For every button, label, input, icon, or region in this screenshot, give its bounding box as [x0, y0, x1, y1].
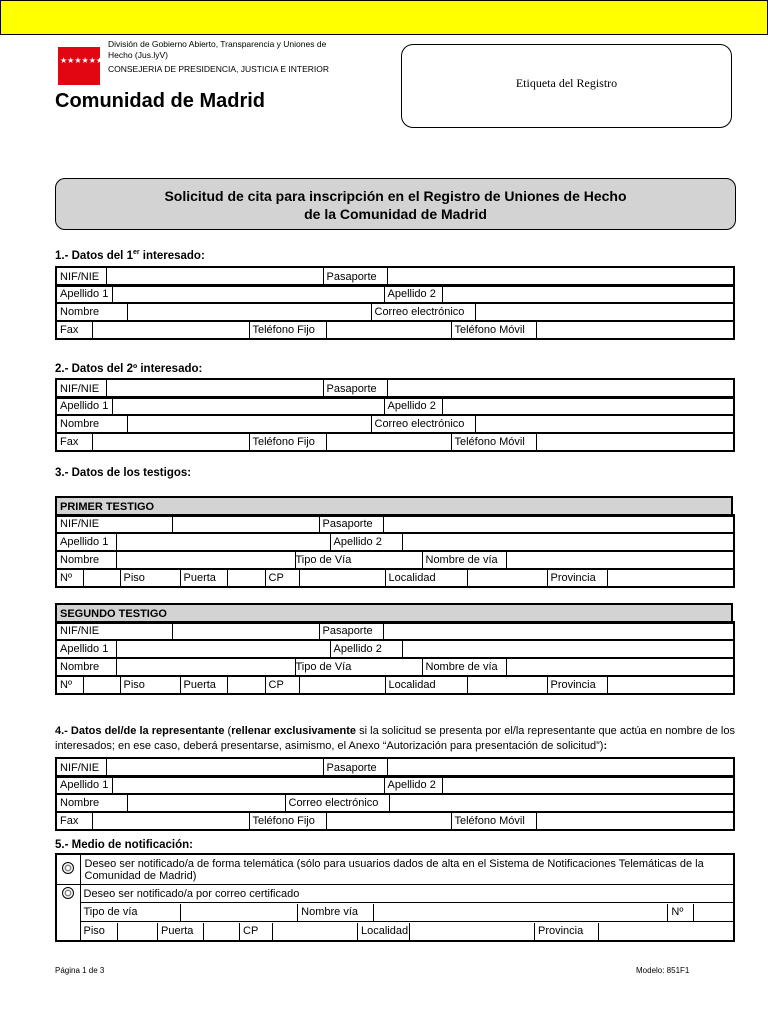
representante-row-d [55, 811, 735, 831]
radio-correo[interactable] [62, 887, 74, 899]
num-field[interactable] [694, 904, 733, 921]
label: Nombre vía [298, 904, 374, 921]
form-title-line2: de la Comunidad de Madrid [304, 206, 487, 222]
address-row-2 [81, 923, 735, 940]
label: Nº [56, 676, 83, 695]
apellido2-field[interactable] [402, 533, 734, 552]
cp-field[interactable] [299, 676, 385, 695]
label: NIF/NIE [56, 622, 172, 641]
tel-fijo-field[interactable] [326, 812, 451, 831]
tel-movil-field[interactable] [536, 812, 734, 831]
section-5-heading: 5.- Medio de notificación: [55, 839, 194, 851]
tel-movil-field[interactable] [536, 321, 734, 340]
model-number: Modelo: 851F1 [636, 966, 690, 975]
label: Puerta [180, 676, 227, 695]
testigo-1-row-c [55, 550, 735, 570]
section-1-text-end: interesado: [139, 249, 205, 262]
label: CP [265, 676, 299, 695]
label: Teléfono Móvil [451, 433, 536, 452]
section-4-heading [55, 724, 735, 754]
section-4-bold: rellenar exclusivamente [231, 725, 357, 737]
interesado-1-table-c [55, 302, 735, 322]
label: Tipo de Vía [295, 658, 422, 677]
label: Apellido 1 [56, 533, 116, 552]
nombre-field[interactable] [116, 551, 295, 570]
label: Nombre [56, 551, 116, 570]
label: Localidad [385, 569, 467, 588]
radio-telematica[interactable] [62, 862, 74, 874]
form-title-line1: Solicitud de cita para inscripción en el Registro de Uniones de Hecho [164, 188, 627, 204]
label: Pasaporte [319, 515, 383, 534]
label: Nombre [56, 658, 116, 677]
label: Piso [120, 569, 180, 588]
label: Nombre [56, 415, 127, 434]
label: NIF/NIE [56, 267, 106, 286]
apellido1-field[interactable] [116, 640, 330, 659]
label: Tipo de vía [81, 904, 181, 921]
nif-field[interactable] [172, 515, 319, 534]
madrid-logo [58, 47, 111, 85]
puerta-field[interactable] [227, 569, 265, 588]
num-field[interactable] [83, 676, 120, 695]
label: Pasaporte [323, 267, 387, 286]
testigo-1-row-d [55, 568, 735, 588]
label: Localidad [385, 676, 467, 695]
section-3-heading: 3.- Datos de los testigos: [55, 467, 192, 479]
apellido1-field[interactable] [112, 285, 384, 304]
consejeria-line: CONSEJERIA DE PRESIDENCIA, JUSTICIA E INTERIOR [108, 64, 330, 74]
label: Nombre de vía [422, 551, 506, 570]
option1-cell[interactable] [56, 854, 80, 885]
testigo-2-row-a [55, 621, 735, 641]
apellido1-field[interactable] [116, 533, 330, 552]
form-title [55, 178, 736, 230]
address-row-1 [81, 904, 734, 921]
num-field[interactable] [83, 569, 120, 588]
page-number: Página 1 de 3 [55, 966, 105, 975]
provincia-field[interactable] [607, 569, 734, 588]
label: Puerta [158, 923, 204, 940]
tel-movil-field[interactable] [536, 433, 734, 452]
label: CP [240, 923, 273, 940]
label: Teléfono Móvil [451, 321, 536, 340]
logo-stars: ★★★★★★★ [60, 56, 111, 65]
section-1-sup: er [132, 249, 140, 256]
section-4-text: si la solicitud se presenta por el/la representante que actúa en nombre de los interesados; en ese caso, deberá presentarse, asimismo, el Anexo “Autorización para presentación de solicitud”) [55, 725, 735, 752]
interesado-1-table-b [55, 284, 735, 304]
label: Apellido 2 [384, 397, 442, 416]
cp-field[interactable] [299, 569, 385, 588]
label: Teléfono Fijo [249, 321, 326, 340]
interesado-1-table-d [55, 320, 735, 340]
brand-name: Comunidad de Madrid [55, 90, 265, 112]
puerta-field[interactable] [204, 923, 240, 940]
testigo-2-row-b [55, 639, 735, 659]
label: Fax [56, 812, 92, 831]
correo-field[interactable] [475, 415, 734, 434]
label: Correo electrónico [371, 303, 475, 322]
fax-field[interactable] [92, 321, 249, 340]
section-4-colon: : [603, 740, 608, 752]
tipo-via-field[interactable] [181, 904, 298, 921]
label: Nº [668, 904, 694, 921]
apellido2-field[interactable] [442, 397, 734, 416]
fax-field[interactable] [92, 812, 249, 831]
option1-text: Deseo ser notificado/a de forma telemática (sólo para usuarios dados de alta en el Sistema de Notificaciones Telemáticas de la Comunidad de Madrid) [80, 854, 734, 885]
correo-field[interactable] [475, 303, 734, 322]
pasaporte-field[interactable] [383, 515, 734, 534]
apellido1-field[interactable] [112, 776, 384, 795]
testigo-2-row-c [55, 657, 735, 677]
address-row-1-cell [80, 903, 734, 922]
option2-text: Deseo ser notificado/a por correo certificado [80, 885, 734, 903]
testigo-1-row-a [55, 514, 735, 534]
label: NIF/NIE [56, 515, 172, 534]
piso-field[interactable] [118, 923, 158, 940]
label: Provincia [535, 923, 599, 940]
label: Apellido 2 [384, 776, 442, 795]
section-4-open: ( [224, 725, 232, 737]
label: Tipo de Vía [295, 551, 422, 570]
pasaporte-field[interactable] [383, 622, 734, 641]
section-2-heading: 2.- Datos del 2º interesado: [55, 363, 203, 375]
label: Teléfono Fijo [249, 433, 326, 452]
nombre-field[interactable] [127, 303, 371, 322]
apellido1-field[interactable] [112, 397, 384, 416]
localidad-field[interactable] [410, 923, 535, 940]
tel-fijo-field[interactable] [326, 433, 451, 452]
representante-row-b [55, 775, 735, 795]
apellido2-field[interactable] [442, 776, 734, 795]
fax-field[interactable] [92, 433, 249, 452]
interesado-2-table-d [55, 432, 735, 452]
tel-fijo-field[interactable] [326, 321, 451, 340]
registry-label-text: Etiqueta del Registro [515, 76, 618, 90]
label: Apellido 1 [56, 397, 112, 416]
label: Fax [56, 321, 92, 340]
label: Teléfono Móvil [451, 812, 536, 831]
option2-cell[interactable] [56, 885, 80, 942]
nif-field[interactable] [172, 622, 319, 641]
testigo-1-heading: PRIMER TESTIGO [56, 497, 732, 516]
label: Pasaporte [323, 379, 387, 398]
label: Apellido 1 [56, 640, 116, 659]
representante-row-c [55, 793, 735, 813]
puerta-field[interactable] [227, 676, 265, 695]
nombre-field[interactable] [127, 794, 285, 813]
label: Nº [56, 569, 83, 588]
nombre-via-field[interactable] [506, 658, 734, 677]
label: Correo electrónico [371, 415, 475, 434]
section-1-heading [55, 249, 205, 262]
yellow-banner [0, 0, 768, 35]
label: CP [265, 569, 299, 588]
apellido2-field[interactable] [402, 640, 734, 659]
label: Apellido 2 [330, 533, 402, 552]
label: Nombre [56, 303, 127, 322]
label: Apellido 2 [330, 640, 402, 659]
label: Provincia [547, 676, 607, 695]
testigo-2-row-d [55, 675, 735, 695]
label: Fax [56, 433, 92, 452]
provincia-field[interactable] [607, 676, 734, 695]
nombre-field[interactable] [116, 658, 295, 677]
nombre-field[interactable] [127, 415, 371, 434]
section-1-text: 1.- Datos del 1 [55, 249, 133, 262]
notification-table [55, 853, 735, 942]
label: Puerta [180, 569, 227, 588]
nombre-via-field[interactable] [506, 551, 734, 570]
label: Pasaporte [319, 622, 383, 641]
provincia-field[interactable] [599, 923, 735, 940]
interesado-2-table-b [55, 396, 735, 416]
interesado-2-table-c [55, 414, 735, 434]
label: Apellido 1 [56, 285, 112, 304]
section-4-title: 4.- Datos del/de la representante [55, 725, 225, 737]
dept-line-1: División de Gobierno Abierto, Transparencia y Uniones de [108, 39, 327, 49]
testigo-2-heading: SEGUNDO TESTIGO [56, 604, 732, 623]
label: NIF/NIE [56, 379, 106, 398]
label: Teléfono Fijo [249, 812, 326, 831]
localidad-field[interactable] [467, 569, 547, 588]
address-row-2-cell [80, 922, 734, 942]
localidad-field[interactable] [467, 676, 547, 695]
label: Piso [120, 676, 180, 695]
label: Nombre de vía [422, 658, 506, 677]
nombre-via-field[interactable] [374, 904, 668, 921]
label: Correo electrónico [285, 794, 389, 813]
label: Localidad [358, 923, 410, 940]
registry-label-box [401, 44, 732, 128]
correo-field[interactable] [389, 794, 734, 813]
label: Pasaporte [323, 758, 387, 777]
cp-field[interactable] [273, 923, 358, 940]
dept-line-2: Hecho (Jus.lyV) [108, 50, 168, 60]
testigo-1-row-b [55, 532, 735, 552]
label: Piso [81, 923, 118, 940]
label: Provincia [547, 569, 607, 588]
label: Nombre [56, 794, 127, 813]
label: Apellido 2 [384, 285, 442, 304]
label: NIF/NIE [56, 758, 106, 777]
apellido2-field[interactable] [442, 285, 734, 304]
label: Apellido 1 [56, 776, 112, 795]
